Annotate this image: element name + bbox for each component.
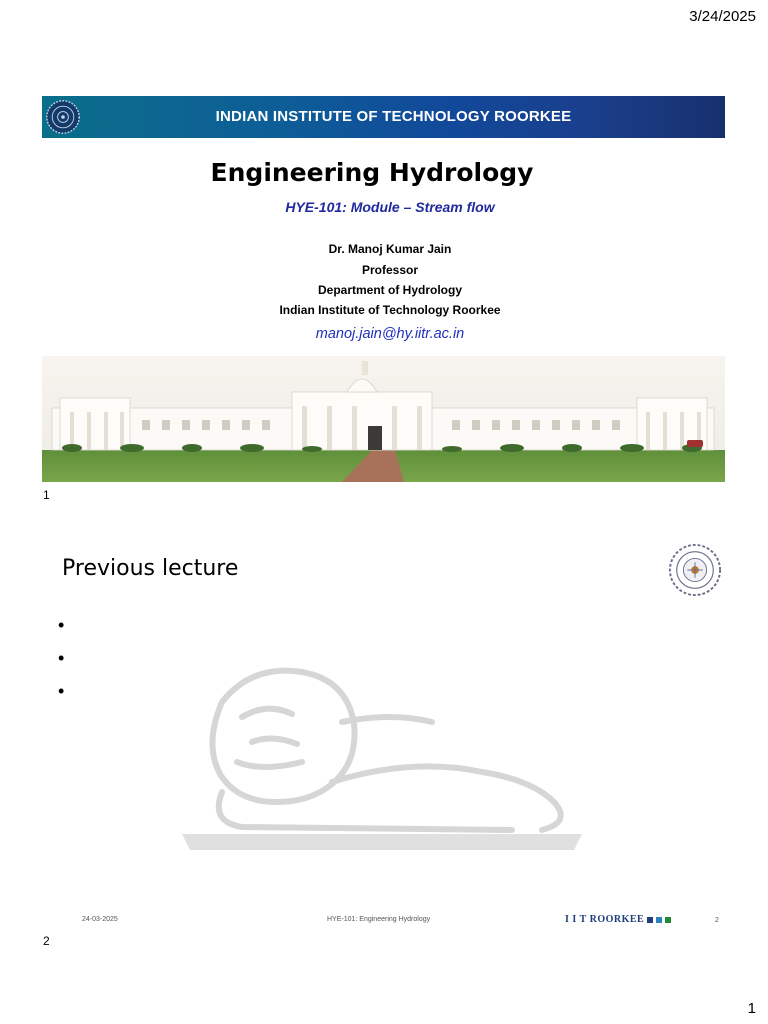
footer-course: HYE-101: Engineering Hydrology (327, 916, 431, 923)
footer-page-number: 2 (715, 917, 719, 924)
instructor-name: Dr. Manoj Kumar Jain (328, 242, 452, 256)
slide-2-number: 2 (43, 934, 50, 948)
iitr-logo-label: I I T ROORKEE (565, 914, 645, 925)
footer-date: 24-03-2025 (82, 916, 118, 923)
slide-1-number: 1 (43, 488, 50, 502)
square-icon (665, 917, 671, 923)
course-title: Engineering Hydrology (210, 158, 534, 187)
instructor-institute: Indian Institute of Technology Roorkee (279, 303, 501, 317)
bullet-item: • (58, 648, 65, 668)
bullet-item: • (58, 681, 65, 701)
instructor-department: Department of Hydrology (317, 283, 462, 297)
building-photo (42, 356, 725, 482)
banner-title: INDIAN INSTITUTE OF TECHNOLOGY ROORKEE (215, 108, 572, 125)
iitr-seal-icon (668, 543, 722, 597)
course-subtitle: HYE-101: Module – Stream flow (285, 199, 495, 215)
institute-banner (42, 96, 725, 138)
slide-title: Previous lecture (62, 556, 239, 581)
instructor-position: Professor (361, 263, 419, 277)
iitr-logo (565, 914, 671, 925)
square-icon (647, 917, 653, 923)
page-number: 1 (747, 1000, 756, 1017)
bullet-item: • (58, 615, 65, 635)
square-icon (656, 917, 662, 923)
lion-watermark-icon (182, 662, 582, 854)
print-date: 3/24/2025 (689, 8, 756, 25)
instructor-email: manoj.jain@hy.iitr.ac.in (315, 326, 465, 342)
